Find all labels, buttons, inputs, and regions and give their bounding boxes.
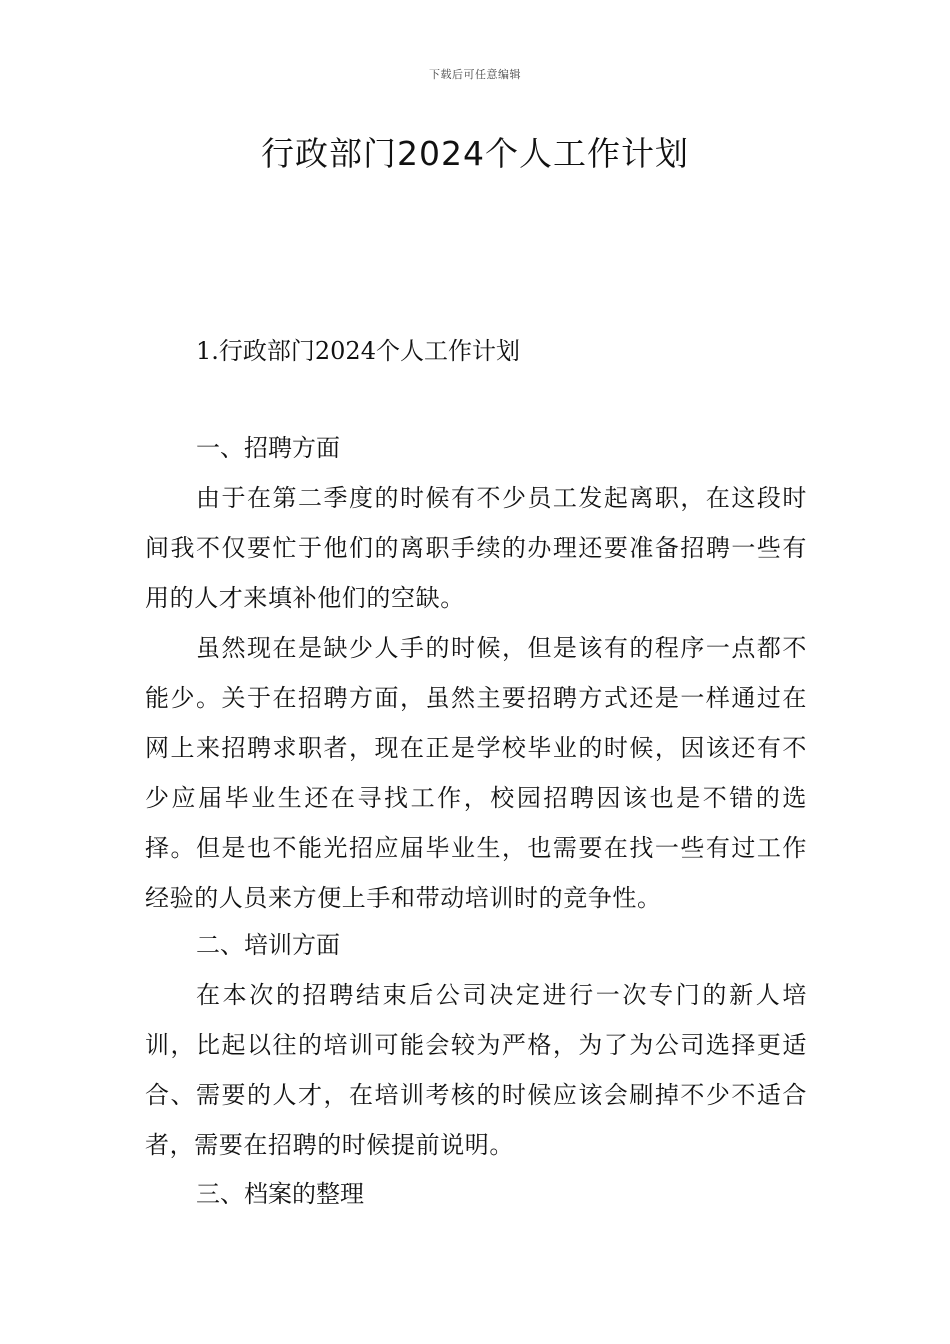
document-title: 行政部门2024个人工作计划: [261, 134, 689, 173]
section-body-recruitment: [145, 473, 807, 923]
section-body-training: [145, 970, 807, 1170]
section-heading-recruitment: 一、招聘方面: [196, 434, 340, 462]
section-heading-archives: 三、档案的整理: [196, 1180, 364, 1208]
section-heading-training: 二、培训方面: [196, 931, 340, 959]
header-note: 下载后可任意编辑: [429, 68, 521, 81]
paragraph: 在本次的招聘结束后公司决定进行一次专门的新人培训，比起以往的培训可能会较为严格，为了为公司选择更适合、需要的人才，在培训考核的时候应该会刷掉不少不适合者，需要在招聘的时候提前说明。: [145, 981, 807, 1159]
document-subtitle: 1.行政部门2024个人工作计划: [196, 337, 520, 365]
paragraph: 虽然现在是缺少人手的时候，但是该有的程序一点都不能少。关于在招聘方面，虽然主要招聘方式还是一样通过在网上来招聘求职者，现在正是学校毕业的时候，因该还有不少应届毕业生还在寻找工作，校园招聘因该也是不错的选择。但是也不能光招应届毕业生，也需要在找一些有过工作经验的人员来方便上手和带动培训时的竞争性。: [145, 634, 807, 912]
paragraph: 由于在第二季度的时候有不少员工发起离职，在这段时间我不仅要忙于他们的离职手续的办理还要准备招聘一些有用的人才来填补他们的空缺。: [145, 484, 807, 612]
